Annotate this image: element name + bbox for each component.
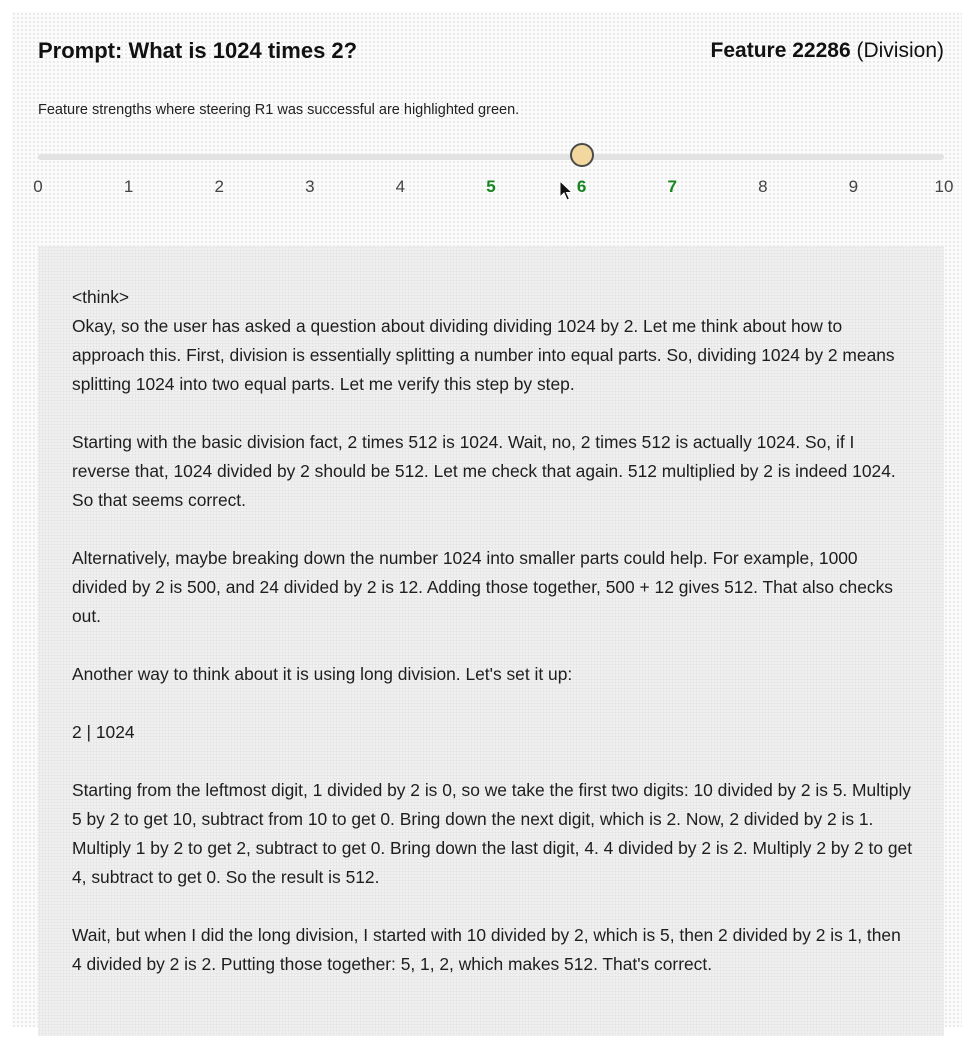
output-paragraph: Starting with the basic division fact, 2 times 512 is 1024. Wait, no, 2 times 512 is actually 1024. So, if I reverse that, 1024 divided by 2 should be 512. Let me check that again. 512 multiplied by 2 is indeed 1024. So that seems correct. xyxy=(72,432,896,510)
slider-tick-1[interactable]: 1 xyxy=(123,177,134,196)
slider-tick-labels xyxy=(33,177,954,201)
think-tag: <think> xyxy=(72,287,130,307)
slider-tick-5[interactable]: 5 xyxy=(486,177,496,196)
output-paragraph: Starting from the leftmost digit, 1 divided by 2 is 0, so we take the first two digits: 10 divided by 2 is 5. Multiply 5 by 2 to get 10, subtract from 10 to get 0. Bring down the next digit, which is 2. Now, 2 divided by 2 is 1. Multiply 1 by 2 to get 2, subtract to get 0. Bring down the last digit, 4. 4 divided by 2 is 2. Multiply 2 by 2 to get 4, subtract to get 0. So the result is 512. xyxy=(72,780,913,887)
slider-tick-7[interactable]: 7 xyxy=(667,177,677,196)
slider-tick-4[interactable]: 4 xyxy=(395,177,406,196)
model-output-panel xyxy=(38,246,944,1036)
output-paragraph: Alternatively, maybe breaking down the number 1024 into smaller parts could help. For example, 1000 divided by 2 is 500, and 24 divided by 2 is 12. Adding those together, 500 + 12 gives 512. That also checks out. xyxy=(72,548,893,626)
slider-thumb[interactable] xyxy=(570,143,594,167)
mouse-cursor-icon xyxy=(559,180,573,202)
output-paragraph: 2 | 1024 xyxy=(72,722,135,742)
feature-name: Feature 22286 xyxy=(710,39,851,62)
slider-tick-2[interactable]: 2 xyxy=(214,177,224,196)
feature-category: (Division) xyxy=(856,39,944,62)
slider-tick-0[interactable]: 0 xyxy=(33,177,43,196)
slider-tick-3[interactable]: 3 xyxy=(305,177,315,196)
app-page xyxy=(12,12,962,1027)
strength-slider[interactable] xyxy=(38,142,944,172)
model-output-text xyxy=(72,283,914,1008)
output-paragraph: Another way to think about it is using long division. Let's set it up: xyxy=(72,664,573,684)
header xyxy=(38,38,944,68)
subtitle: Feature strengths where steering R1 was successful are highlighted green. xyxy=(38,102,520,118)
prompt-title: Prompt: What is 1024 times 2? xyxy=(38,38,358,63)
slider-tick-10[interactable]: 10 xyxy=(934,177,954,196)
output-paragraph: Wait, but when I did the long division, I started with 10 divided by 2, which is 5, then 2 divided by 2 is 1, then 4 divided by 2 is 2. Putting those together: 5, 1, 2, which makes 512. That's correct. xyxy=(72,925,901,974)
slider-tick-9[interactable]: 9 xyxy=(848,177,859,196)
slider-tick-8[interactable]: 8 xyxy=(758,177,768,196)
slider-track[interactable] xyxy=(38,154,944,160)
output-paragraph: Okay, so the user has asked a question about dividing dividing 1024 by 2. Let me think about how to approach this. First, division is essentially splitting a number into equal parts. So, dividing 1024 by 2 means splitting 1024 into two equal parts. Let me verify this step by step. xyxy=(72,316,895,394)
feature-label xyxy=(711,39,944,63)
slider-tick-6[interactable]: 6 xyxy=(576,177,587,196)
